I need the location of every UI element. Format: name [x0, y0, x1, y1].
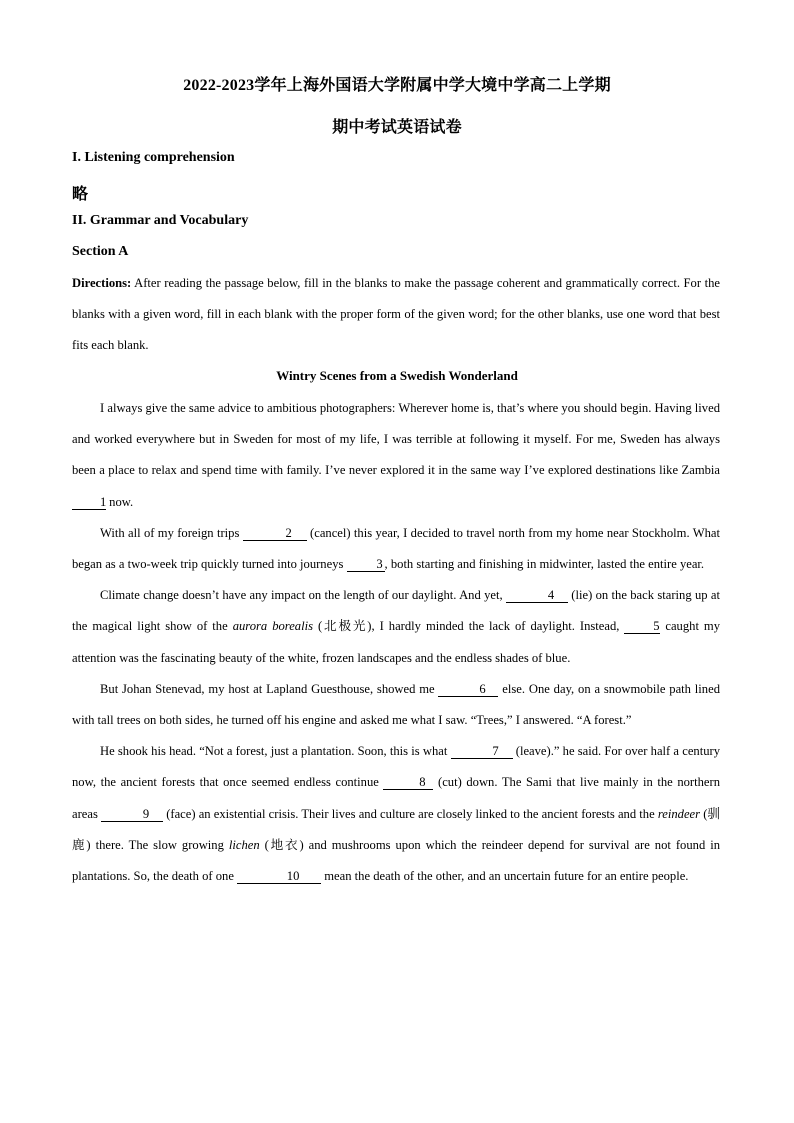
- p4-text-a: But Johan Stenevad, my host at Lapland Guesthouse, showed me: [100, 681, 439, 696]
- p5-text-a: He shook his head. “Not a forest, just a plantation. Soon, this is what: [100, 744, 451, 759]
- blank-7[interactable]: 7: [451, 744, 513, 759]
- p3-aurora-term: aurora borealis: [232, 619, 314, 634]
- blank-2[interactable]: 2: [243, 526, 307, 541]
- p1-text-b: now.: [106, 494, 134, 509]
- p5-text-g: mean the death of the other, and an uncertain future for an entire people.: [321, 869, 689, 884]
- blank-3[interactable]: 3: [347, 557, 385, 572]
- p5-lichen-term: lichen: [228, 837, 260, 852]
- directions: [72, 268, 720, 362]
- paragraph-2: [72, 518, 720, 580]
- directions-text: After reading the passage below, fill in the blanks to make the passage coherent and grammatically correct. For the blanks with a given word, fill in each blank with the proper form of the given word; for the other blanks, use one word that best fits each blank.: [72, 276, 720, 353]
- p5-text-c: (cut) down. The Sami that live mainly in the northern areas: [72, 775, 720, 821]
- blank-8[interactable]: 8: [383, 775, 433, 790]
- p3-text-a: Climate change doesn’t have any impact on the length of our daylight. And yet,: [100, 588, 506, 603]
- blank-10[interactable]: 10: [237, 869, 321, 884]
- exam-title-line1: 2022-2023学年上海外国语大学附属中学大境中学高二上学期: [183, 77, 611, 94]
- p5-text-f: (地衣) and mushrooms upon which the reindeer depend for survival are not found in plantations. So, the death of one: [72, 837, 721, 884]
- blank-9[interactable]: 9: [101, 807, 163, 822]
- p3-text-d: caught my attention was the fascinating beauty of the white, frozen landscapes and the endless shades of blue.: [72, 619, 721, 665]
- p2-text-c: , both starting and finishing in midwinter, lasted the entire year.: [384, 557, 705, 572]
- blank-6[interactable]: 6: [438, 682, 498, 697]
- p3-text-c: (北极光), I hardly minded the lack of daylight. Instead,: [313, 619, 625, 634]
- p5-text-e: (驯鹿) there. The slow growing: [72, 806, 721, 852]
- p5-reindeer-term: reindeer: [657, 806, 701, 821]
- blank-4[interactable]: 4: [506, 588, 568, 603]
- paragraph-1: [72, 393, 720, 518]
- exam-title-line2: 期中考试英语试卷: [332, 119, 462, 136]
- passage: [72, 393, 720, 892]
- section2-heading: II. Grammar and Vocabulary: [72, 213, 249, 228]
- p1-text-a: I always give the same advice to ambitious photographers: Wherever home is, that’s where you should begin. Having lived and worked everywhere but in Sweden for most of my life, I was terrible at following it myself. For me, Sweden has always been a place to relax and spend time with family. I’ve never explored it in the same way I’ve explored destinations like Zambia: [72, 401, 720, 478]
- blank-1[interactable]: 1: [72, 495, 106, 510]
- directions-label: Directions:: [72, 276, 132, 290]
- paragraph-5: [72, 736, 720, 892]
- p3-text-b: (lie) on the back staring up at the magical light show of the: [72, 588, 720, 634]
- blank-5[interactable]: 5: [624, 619, 660, 634]
- p4-text-b: else. One day, on a snowmobile path lined with tall trees on both sides, he turned off his engine and asked me what I saw. “Trees,” I answered. “A forest.”: [72, 681, 720, 728]
- passage-title: Wintry Scenes from a Swedish Wonderland: [276, 368, 518, 383]
- p5-text-b: (leave).” he said. For over half a century now, the ancient forests that once seemed endless continue: [72, 744, 720, 790]
- section1-note: 略: [72, 186, 89, 203]
- p2-text-b: (cancel) this year, I decided to travel north from my home near Stockholm. What began as a two-week trip quickly turned into journeys: [72, 525, 720, 572]
- sectionA-heading: Section A: [72, 244, 129, 259]
- section1-heading: I. Listening comprehension: [72, 150, 235, 165]
- p2-text-a: With all of my foreign trips: [100, 525, 243, 540]
- paragraph-3: [72, 580, 720, 674]
- p5-text-d: (face) an existential crisis. Their lives and culture are closely linked to the ancient forests and the: [163, 806, 658, 821]
- paragraph-4: [72, 674, 720, 736]
